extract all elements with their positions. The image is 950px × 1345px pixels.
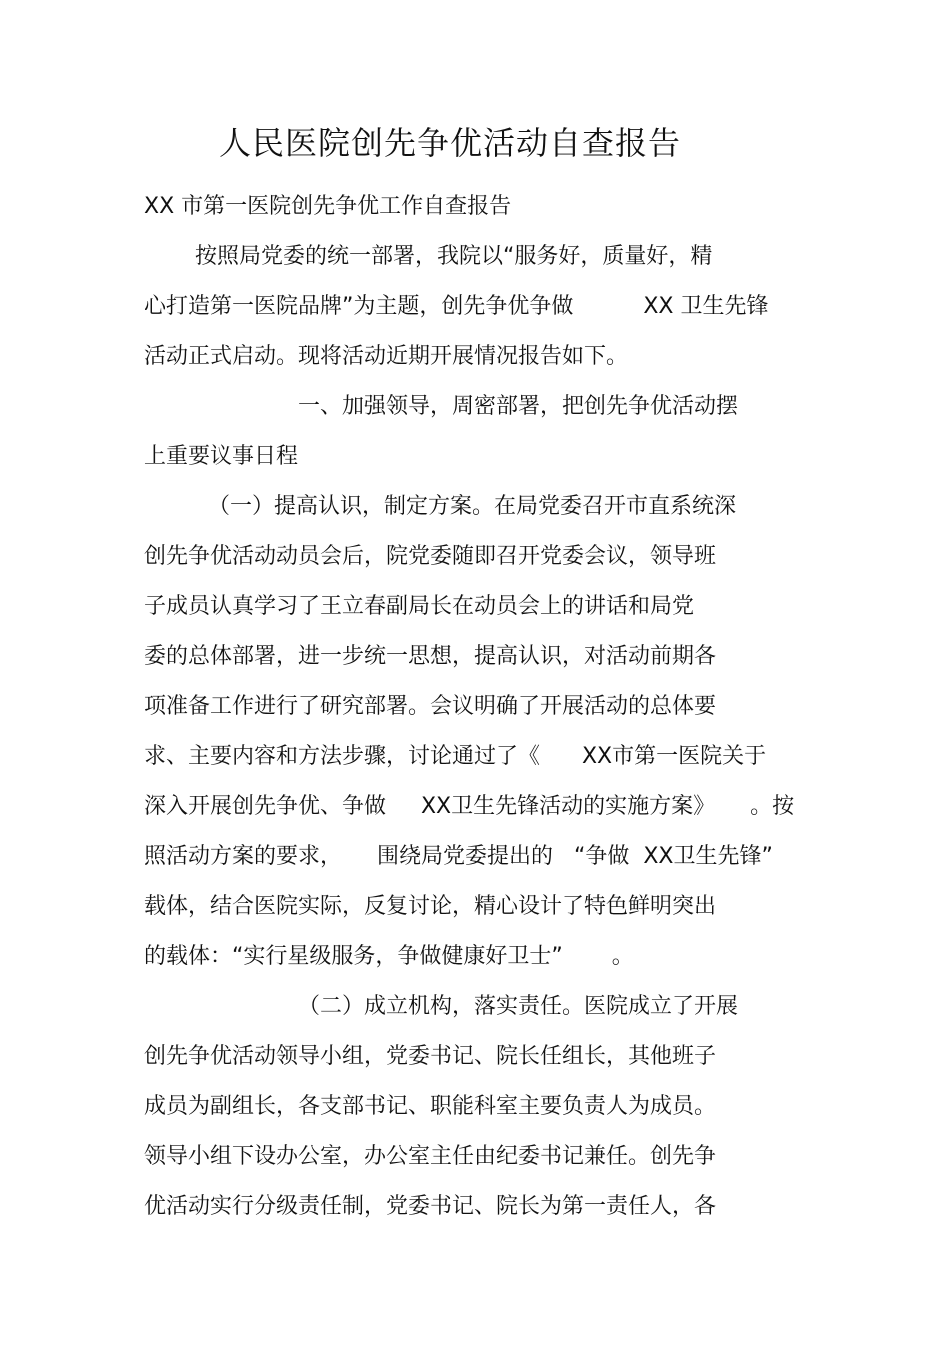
paragraph-line: 心打造第一医院品牌”为主题，创先争优争做 XX 卫生先锋 [144,294,769,319]
section-heading-line: 一、加强领导，周密部署，把创先争优活动摆 [298,394,739,419]
section-heading-line: 上重要议事日程 [144,444,299,469]
paragraph-line: 创先争优活动动员会后，院党委随即召开党委会议，领导班 [144,544,717,569]
paragraph-line: 领导小组下设办公室，办公室主任由纪委书记兼任。创先争 [144,1144,717,1169]
paragraph-line: 创先争优活动领导小组，党委书记、院长任组长，其他班子 [144,1044,717,1069]
paragraph-line: 深入开展创先争优、争做 XX卫生先锋活动的实施方案》 。按 [144,794,795,819]
document-title: 人民医院创先争优活动自查报告 [218,124,681,162]
paragraph-line: 按照局党委的统一部署，我院以“服务好，质量好，精 [195,244,713,269]
paragraph-line: 委的总体部署，进一步统一思想，提高认识，对活动前期各 [144,644,717,669]
paragraph-line: 子成员认真学习了王立春副局长在动员会上的讲话和局党 [144,594,695,619]
paragraph-line: 的载体：“实行星级服务，争做健康好卫士” 。 [144,944,634,969]
paragraph-line: 优活动实行分级责任制，党委书记、院长为第一责任人，各 [144,1194,717,1219]
paragraph-line: 求、主要内容和方法步骤，讨论通过了《 XX市第一医院关于 [144,744,767,769]
paragraph-line: （二）成立机构，落实责任。医院成立了开展 [298,994,739,1019]
paragraph-line: 载体，结合医院实际，反复讨论，精心设计了特色鲜明突出 [144,894,717,919]
paragraph-line: 成员为副组长，各支部书记、职能科室主要负责人为成员。 [144,1094,717,1119]
document-subtitle: XX 市第一医院创先争优工作自查报告 [144,194,512,219]
paragraph-line: 项准备工作进行了研究部署。会议明确了开展活动的总体要 [144,694,717,719]
paragraph-line: （一）提高认识，制定方案。在局党委召开市直系统深 [208,494,737,519]
paragraph-line: 照活动方案的要求， 围绕局党委提出的 “争做 XX卫生先锋” [144,844,773,869]
paragraph-line: 活动正式启动。现将活动近期开展情况报告如下。 [144,344,629,369]
